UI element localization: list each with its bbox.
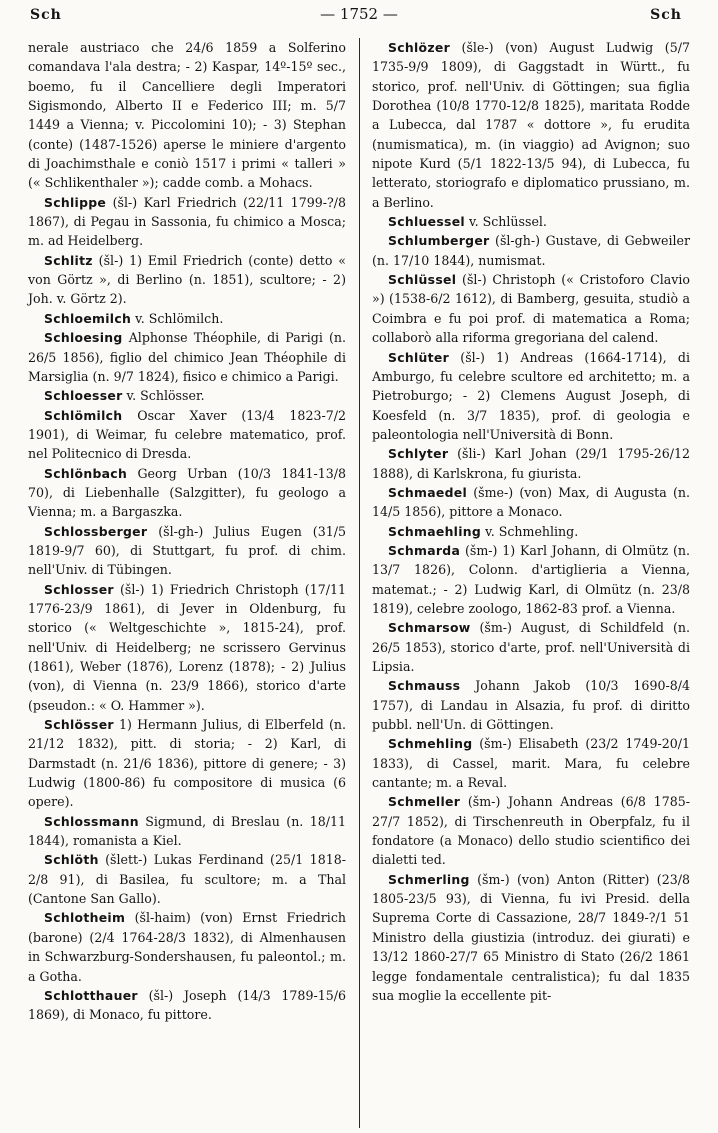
entry-headword: Schlossmann: [44, 813, 139, 829]
entry-headword: Schlumberger: [388, 233, 490, 249]
entry-text: nerale austriaco che 24/6 1859 a Solferino comandava l'ala destra; - 2) Kaspar, 14º-15º sec., boemo, fu il Cancelliere degli Imperatori Sigismondo, Alberto II e Federico III; m. 5/7 1449 a Vienna; v. Piccolomini 10); - 3) Stephan (conte) (1487-1526) aperse le miniere d'argento di Joachimsthale e coniò 1517 i primi « talleri » (« Schlikenthaler »); cadde comb. a Mohacs.: [28, 40, 346, 191]
entry-text: Sigmund, di Breslau (n. 18/11 1844), romanista a Kiel.: [28, 813, 346, 849]
entry-text: Oscar Xaver (13/4 1823-7/2 1901), di Weimar, fu celebre matematico, prof. nel Politecnico di Dresda.: [28, 407, 346, 462]
entry: [28, 464, 346, 522]
entry: [372, 792, 690, 869]
guide-word-right: Sch: [650, 7, 682, 23]
entry-text: Alphonse Théophile, di Parigi (n. 26/5 1856), figlio del chimico Jean Théophile di Marsiglia (n. 9/7 1824), fisico e chimico a Parigi.: [28, 330, 346, 384]
entry-headword: Schlönbach: [44, 465, 128, 481]
entry-headword: Schmarda: [388, 542, 461, 558]
entry: [28, 386, 346, 405]
entry-text: (šm-) 1) Karl Johann, di Olmütz (n. 13/7 1826), Colonn. d'artiglieria a Vienna, matemat.; - 2) Ludwig Karl, di Olmütz (n. 23/8 1819), celebre zoologo, 1862-83 prof. a Vienna.: [372, 542, 690, 616]
left-column: [28, 38, 346, 1025]
entry: [28, 522, 346, 580]
entry-headword: Schlotheim: [44, 910, 126, 926]
entry: [28, 986, 346, 1025]
entry: [28, 328, 346, 386]
entry-text: (šm-) August, di Schildfeld (n. 26/5 1853), storico d'arte, prof. nell'Università di Lipsia.: [372, 620, 690, 674]
entry: [372, 541, 690, 618]
entry: [372, 618, 690, 676]
entry-text: v. Schlüssel.: [464, 214, 547, 230]
entry-headword: Schlüssel: [388, 272, 457, 288]
entry-headword: Schluessel: [388, 214, 465, 230]
entry: [28, 715, 346, 812]
entry-headword: Schmehling: [388, 736, 473, 752]
column-divider: [359, 38, 360, 1128]
entry-headword: Schmauss: [388, 678, 461, 694]
entry: [28, 193, 346, 251]
entry-text: (šl-gh-) Julius Eugen (31/5 1819-9/7 60), di Stuttgart, fu prof. di chim. nell'Univ. di Tübingen.: [28, 523, 346, 578]
entry: [28, 812, 346, 851]
entry-headword: Schmaedel: [388, 484, 467, 500]
entry-text: v. Schlösser.: [122, 388, 205, 404]
entry-headword: Schloesing: [44, 330, 123, 346]
entry-text: (šl-) 1) Andreas (1664-1714), di Amburgo, fu celebre scultore ed architetto; m. a Pietroburgo; - 2) Clemens August Joseph, di Koesfeld (n. 3/7 1835), prof. di geologia e paleontologia nell'Università di Bonn.: [372, 349, 690, 442]
entry: [372, 734, 690, 792]
entry-text: (šl-) 1) Friedrich Christoph (17/11 1776-23/9 1861), di Jever in Oldenburg, fu storico (« Weltgeschichte », 1815-24), prof. nell'Univ. di Heidelberg; ne scrissero Gervinus (1861), Weber (1876), Lorenz (1878); - 2) Julius (von), di Vienna (n. 23/9 1866), storico d'arte (pseudon.: « O. Hammer »).: [28, 581, 346, 713]
entry-headword: Schlitz: [44, 252, 93, 268]
entry-headword: Schloemilch: [44, 310, 132, 326]
entry: [28, 850, 346, 908]
entry-headword: Schlöth: [44, 852, 99, 868]
right-column: [372, 38, 690, 1005]
entry-text: (šm-) Johann Andreas (6/8 1785-27/7 1852), di Tirschenreuth in Oberpfalz, fu il fondatore (a Monaco) dello studio scientifico dei dialetti ted.: [372, 794, 690, 868]
page-header: [0, 0, 718, 34]
entry-headword: Schmeller: [388, 794, 461, 810]
entry-text: v. Schlömilch.: [131, 310, 224, 326]
entry: [28, 38, 346, 193]
entry-text: (šli-) Karl Johan (29/1 1795-26/12 1888), di Karlskrona, fu giurista.: [372, 446, 690, 481]
entry-text: (šl-) Joseph (14/3 1789-15/6 1869), di Monaco, fu pittore.: [28, 987, 346, 1023]
entry: [372, 444, 690, 483]
entry-text: (šl-) Karl Friedrich (22/11 1799-?/8 1867), di Pegau in Sassonia, fu chimico a Mosca; m. ad Heidelberg.: [28, 194, 346, 249]
entry: [372, 676, 690, 734]
entry-headword: Schmarsow: [388, 620, 471, 636]
entry-text: (šl-gh-) Gustave, di Gebweiler (n. 17/10 1844), numismat.: [372, 233, 690, 268]
entry-headword: Schlippe: [44, 194, 107, 210]
entry-text: 1) Hermann Julius, di Elberfeld (n. 21/12 1832), pitt. di storia; - 2) Karl, di Darmstadt (n. 21/6 1836), pittore di genere; - 3) Ludwig (1800-86) fu compositore di musica (6 opere).: [28, 717, 346, 810]
entry-headword: Schlyter: [388, 446, 449, 462]
entry-headword: Schmerling: [388, 871, 470, 887]
entry-headword: Schloesser: [44, 388, 123, 404]
entry-headword: Schlosser: [44, 581, 114, 597]
entry-text: (šm-) (von) Anton (Ritter) (23/8 1805-23/5 93), di Vienna, fu ivi Presid. della Suprema Corte di Cassazione, 28/7 1849-?/1 51 Ministro della giustizia (introduz. dei giurati) e 13/12 1860-27/7 65 Ministro di Stato (26/2 1861 legge fondamentale centralistica); fu dal 1835 sua moglie la eccellente pit-: [372, 871, 690, 1003]
entry: [372, 522, 690, 541]
entry: [372, 231, 690, 270]
entry-text: (šme-) (von) Max, di Augusta (n. 14/5 1856), pittore a Monaco.: [372, 484, 690, 520]
entry-headword: Schlömilch: [44, 407, 123, 423]
entry-text: (šl-haim) (von) Ernst Friedrich (barone) (2/4 1764-28/3 1832), di Almenhausen in Schwarzburg-Sondershausen, fu paleontol.; m. a Gotha.: [28, 910, 346, 984]
entry-headword: Schmaehling: [388, 523, 482, 539]
page-number: — 1752 —: [320, 5, 398, 23]
entry: [28, 406, 346, 464]
entry-headword: Schlözer: [388, 40, 450, 55]
entry-text: (šl-) 1) Emil Friedrich (conte) detto « von Görtz », di Berlino (n. 1851), scultore; - 2) Joh. v. Görtz 2).: [28, 252, 346, 307]
entry-headword: Schlösser: [44, 717, 114, 733]
entry: [372, 870, 690, 1005]
entry-text: Johann Jakob (10/3 1690-8/4 1757), di Landau in Alsazia, fu prof. di diritto pubbl. nell'Un. di Göttingen.: [372, 678, 690, 733]
entry: [28, 251, 346, 309]
entry-text: v. Schmehling.: [481, 523, 579, 539]
entry: [28, 908, 346, 985]
entry: [28, 309, 346, 328]
entry-text: (šl-) Christoph (« Cristoforo Clavio ») (1538-6/2 1612), di Bamberg, gesuita, studiò a Coimbra e fu poi prof. di matematica a Roma; collaborò alla riforma gregoriana del calend.: [372, 272, 690, 346]
entry: [372, 38, 690, 212]
entry-text: Georg Urban (10/3 1841-13/8 70), di Liebenhalle (Salzgitter), fu geologo a Vienna; m. a Bargaszka.: [28, 465, 346, 520]
entry: [372, 270, 690, 347]
entry: [372, 483, 690, 522]
entry-text: (šm-) Elisabeth (23/2 1749-20/1 1833), di Cassel, marit. Mara, fu celebre cantante; m. a Reval.: [372, 736, 690, 791]
entry-headword: Schlossberger: [44, 523, 148, 539]
entry-text: (šlett-) Lukas Ferdinand (25/1 1818-2/8 91), di Basilea, fu scultore; m. a Thal (Cantone San Gallo).: [28, 852, 346, 907]
entry: [28, 580, 346, 715]
entry-text: (šle-) (von) August Ludwig (5/7 1735-9/9 1809), di Gaggstadt in Württ., fu storico, prof. nell'Univ. di Göttingen; sua figlia Dorothea (10/8 1770-12/8 1825), maritata Rodde a Lubecca, dal 1787 « dottore », fu erudita (numismatica), m. (in viaggio) ad Avignon; suo nipote Kurd (5/1 1822-13/5 94), di Lubecca, fu letterato, storiografo e diplomatico prussiano, m. a Berlino.: [372, 40, 690, 210]
guide-word-left: Sch: [30, 7, 62, 23]
entry: [372, 348, 690, 445]
entry-headword: Schlüter: [388, 349, 449, 365]
entry-headword: Schlotthauer: [44, 987, 138, 1003]
entry: [372, 212, 690, 231]
